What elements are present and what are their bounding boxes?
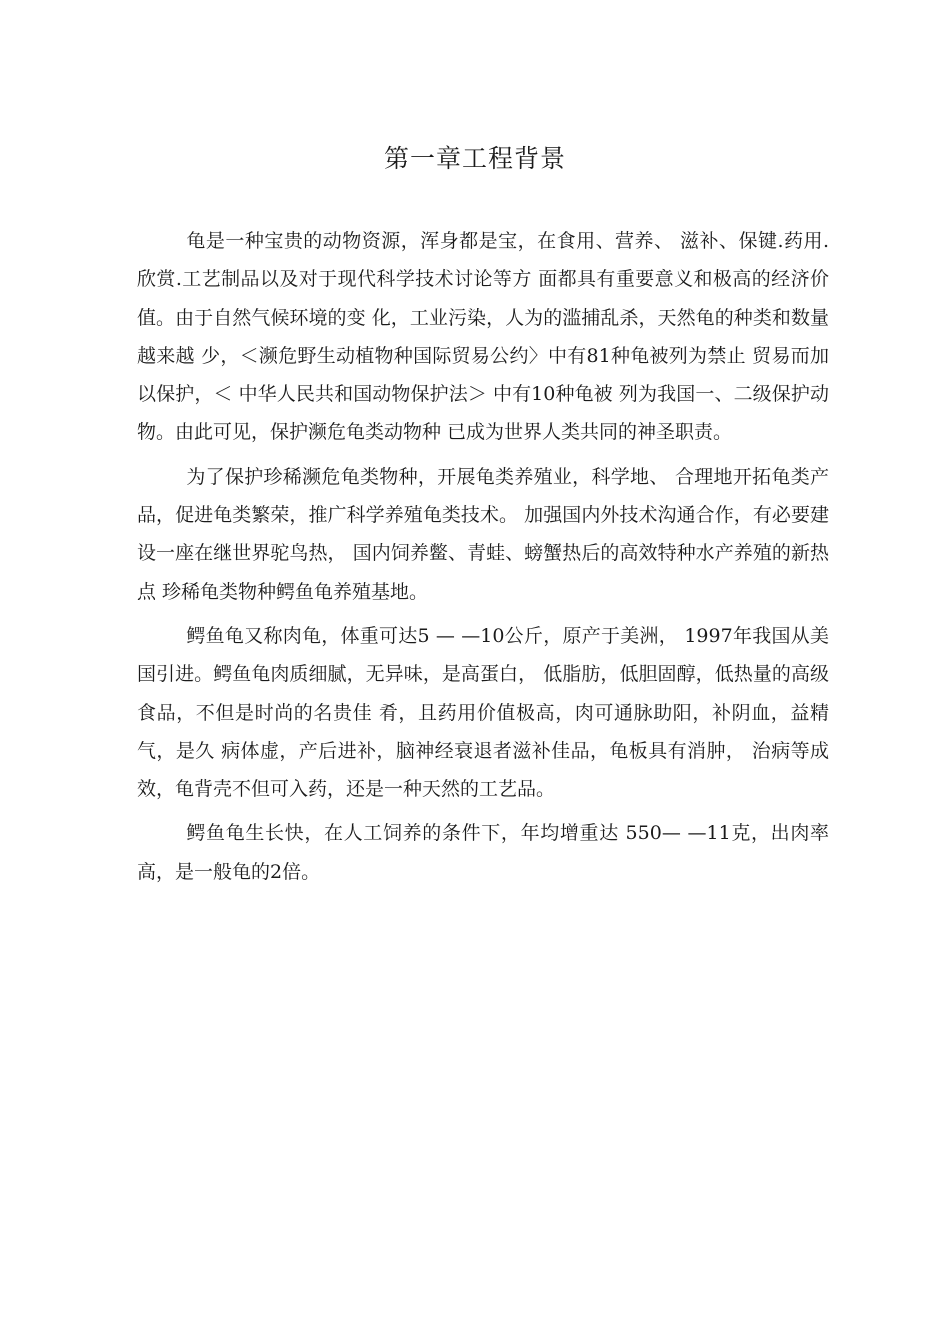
paragraph-2: 为了保护珍稀濒危龟类物种，开展龟类养殖业，科学地、 合理地开拓龟类产品，促进龟类繁荣，推广科学养殖龟类技术。 加强国内外技术沟通合作，有必要建设一座在继世界驼鸟热， 国内饲养鳖、青蛙、螃蟹热后的高效特种水产养殖的新热点 珍稀龟类物种鳄鱼龟养殖基地。 (137, 465, 829, 603)
paragraph-4: 鳄鱼龟生长快，在人工饲养的条件下，年均增重达 550— —11克，出肉率高，是一般龟的2倍。 (137, 822, 829, 883)
paragraph-1: 龟是一种宝贵的动物资源，浑身都是宝，在食用、营养、 滋补、保键.药用.欣赏.工艺制品以及对于现代科学技术讨论等方 面都具有重要意义和极高的经济价值。由于自然气候环境的变 化，工业污染，人为的滥捕乱杀，天然龟的种类和数量越来越 少，＜濒危野生动植物种国际贸易公约〉中有81种龟被列为禁止 贸易而加以保护，＜ 中华人民共和国动物保护法＞ 中有10种龟被 列为我国一、二级保护动物。由此可见，保护濒危龟类动物种 已成为世界人类共同的神圣职责。 (137, 230, 829, 444)
chapter-title: 第一章工程背景 (383, 144, 566, 173)
paragraph-3: 鳄鱼龟又称肉龟，体重可达5 — —10公斤，原产于美洲， 1997年我国从美国引进。鳄鱼龟肉质细腻，无异味，是高蛋白， 低脂肪，低胆固醇，低热量的高级食品，不但是时尚的名贵佳 肴，且药用价值极高，肉可通脉助阳，补阴血，益精气，是久 病体虚，产后进补，脑神经衰退者滋补佳品，龟板具有消肿， 治病等成效，龟背壳不但可入药，还是一种天然的工艺品。 (137, 624, 829, 801)
document-body (137, 222, 829, 897)
